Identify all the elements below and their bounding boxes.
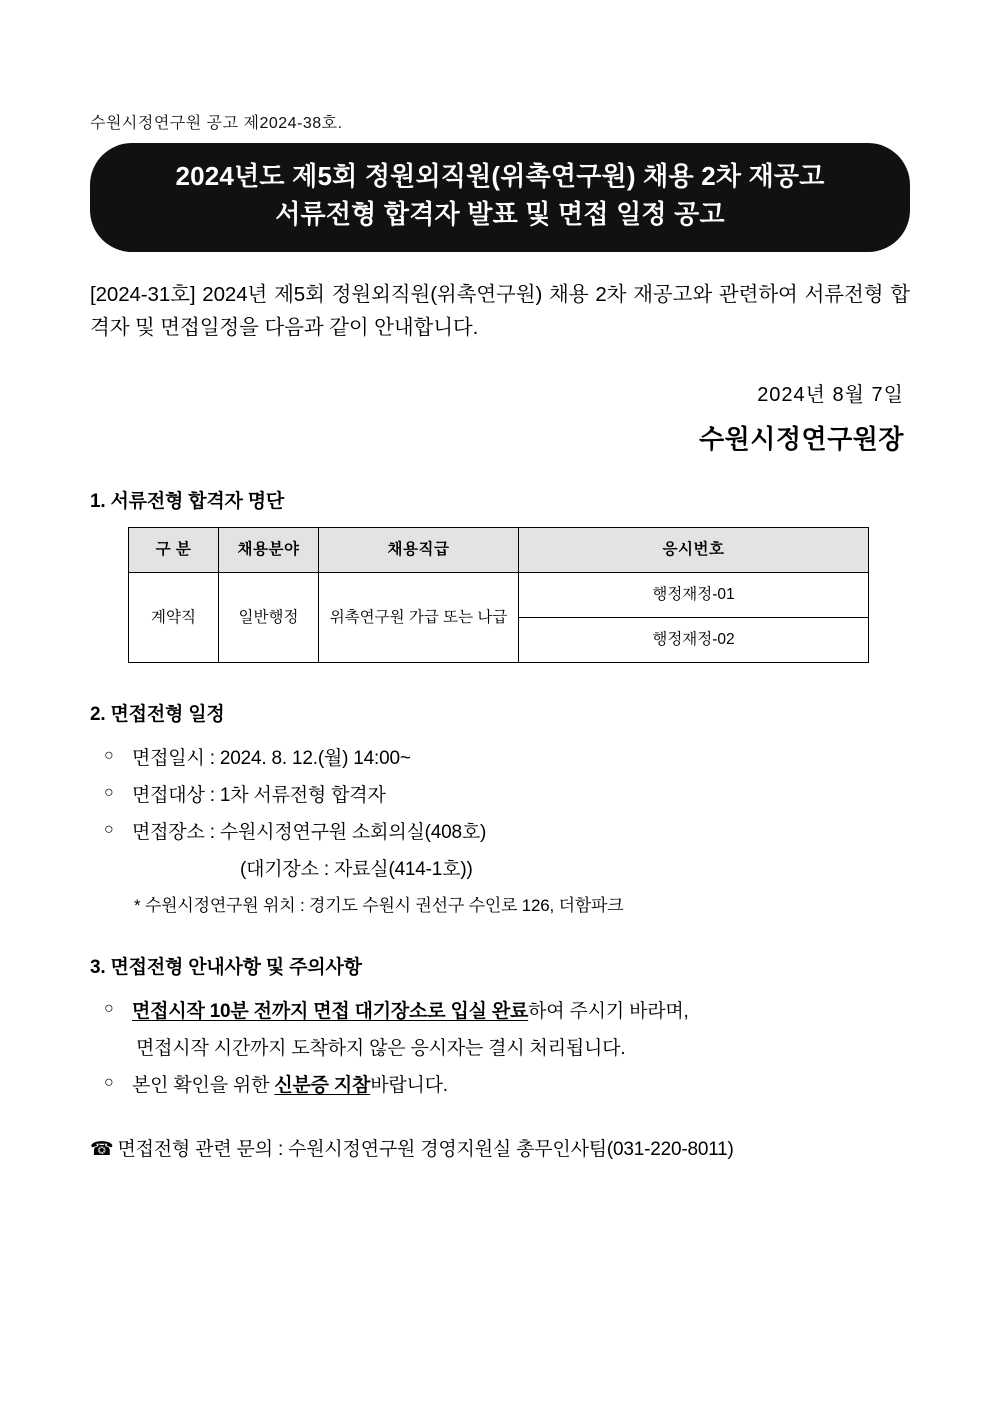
interview-schedule-list <box>90 740 910 851</box>
cell-gubun: 계약직 <box>129 573 219 663</box>
cell-applicant-number: 행정재정-02 <box>519 618 869 663</box>
table-header-field: 채용분야 <box>219 528 319 573</box>
issuing-organization: 수원시정연구원장 <box>699 424 904 455</box>
notice-1-rest: 하여 주시기 바라며, <box>528 1000 689 1022</box>
cell-applicant-number: 행정재정-01 <box>519 573 869 618</box>
interview-datetime: 면접일시 : 2024. 8. 12.(월) 14:00~ <box>132 748 411 770</box>
table-header-row <box>129 528 869 573</box>
location-note: * 수원시정연구원 위치 : 경기도 수원시 권선구 수인로 126, 더함파크 <box>134 895 624 915</box>
issue-date: 2024년 8월 7일 <box>757 384 904 407</box>
interview-notice-list <box>90 993 910 1104</box>
table-header-number: 응시번호 <box>519 528 869 573</box>
notice-1-second-line: 면접시작 시간까지 도착하지 않은 응시자는 결시 처리됩니다. <box>136 1037 626 1059</box>
interview-target: 면접대상 : 1차 서류전형 합격자 <box>132 785 386 807</box>
document-number: 수원시정연구원 공고 제2024-38호. <box>90 115 343 132</box>
list-item <box>90 740 910 777</box>
table-header-grade: 채용직급 <box>319 528 519 573</box>
intro-paragraph: [2024-31호] 2024년 제5회 정원외직원(위촉연구원) 채용 2차 재공고와 관련하여 서류전형 합격자 및 면접일정을 다음과 같이 안내합니다. <box>90 282 910 340</box>
contact-text: 면접전형 관련 문의 : 수원시정연구원 경영지원실 총무인사팀(031-220-8011) <box>117 1138 734 1160</box>
list-item <box>90 993 910 1067</box>
title-line-1: 2024년도 제5회 정원외직원(위촉연구원) 채용 2차 재공고 <box>175 161 825 191</box>
section-3-heading: 3. 면접전형 안내사항 및 주의사항 <box>90 956 362 978</box>
bullet-circle-icon: ○ <box>104 784 114 802</box>
title-line-2: 서류전형 합격자 발표 및 면접 일정 공고 <box>275 199 725 230</box>
contact-line <box>90 1134 910 1161</box>
notice-2-prefix: 본인 확인을 위한 <box>132 1074 275 1096</box>
bullet-circle-icon: ○ <box>104 1073 114 1091</box>
section-2-heading: 2. 면접전형 일정 <box>90 704 225 726</box>
bullet-circle-icon: ○ <box>104 999 114 1017</box>
pass-list-table <box>128 527 869 663</box>
notice-1-underline: 면접시작 10분 전까지 면접 대기장소로 입실 완료 <box>132 1000 529 1022</box>
bullet-circle-icon: ○ <box>104 747 114 765</box>
title-banner <box>90 143 910 252</box>
cell-field: 일반행정 <box>219 573 319 663</box>
table-row <box>129 573 869 618</box>
cell-grade: 위촉연구원 가급 또는 나급 <box>319 573 519 663</box>
notice-2-underline: 신분증 지참 <box>274 1074 371 1096</box>
waiting-room-line: (대기장소 : 자료실(414-1호)) <box>240 859 473 881</box>
table-header-gubun: 구 분 <box>129 528 219 573</box>
bullet-circle-icon: ○ <box>104 821 114 839</box>
list-item <box>90 777 910 814</box>
telephone-icon: ☎ <box>90 1138 114 1160</box>
notice-2-suffix: 바랍니다. <box>370 1074 448 1096</box>
document-content <box>90 110 910 1161</box>
section-1-heading: 1. 서류전형 합격자 명단 <box>90 491 285 513</box>
notice-1-text <box>132 1001 689 1022</box>
list-item <box>90 814 910 851</box>
interview-location: 면접장소 : 수원시정연구원 소회의실(408호) <box>132 822 487 844</box>
list-item <box>90 1067 910 1104</box>
